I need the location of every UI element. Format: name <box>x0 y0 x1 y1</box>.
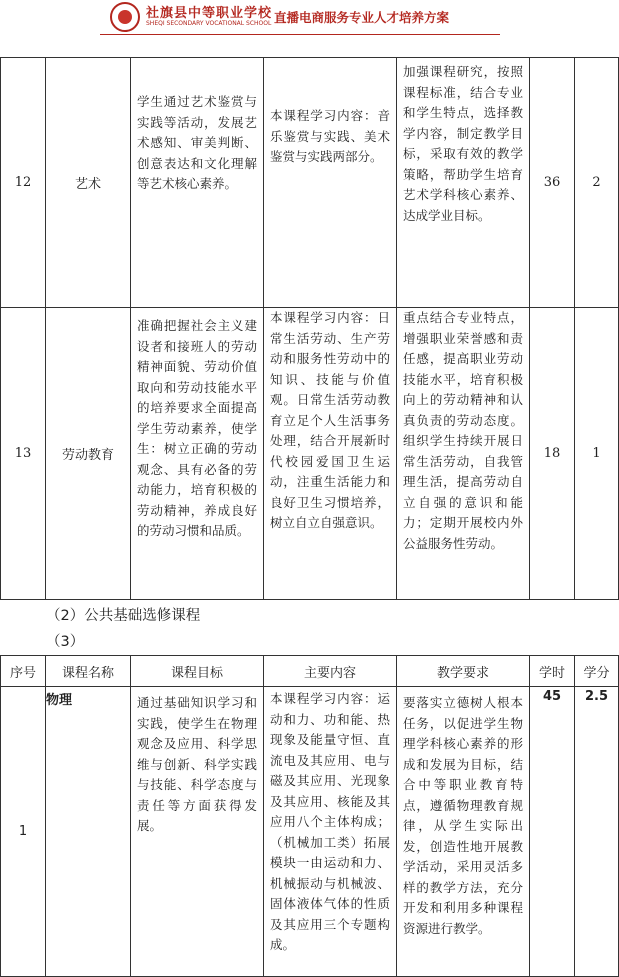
course-content: 本课程学习内容：日常生活劳动、生产劳动和服务性劳动中的知识、技能与价值观。日常生活劳动教育立足个人生活事务处理，结合开展新时代校园爱国卫生运动，注重生活能力和良好卫生习惯培养，树立自立自强意识。 <box>270 310 390 530</box>
document-title: 直播电商服务专业人才培养方案 <box>274 10 450 25</box>
general-required-courses-table <box>0 57 619 600</box>
header-hours: 学时 <box>530 656 575 687</box>
page-header <box>100 0 500 36</box>
course-name: 物理 <box>46 687 131 977</box>
course-content: 本课程学习内容：音乐鉴赏与实践、美术鉴赏与实践两部分。 <box>270 108 390 164</box>
course-content: 本课程学习内容：运动和力、功和能、热现象及能量守恒、直流电及其应用、电与磁及其应用、光现象及其应用、核能及其应用八个主体构成；（机械加工类）拓展模块一由运动和力、机械振动与机械波、固体液体气体的性质及其应用三个专题构成。 <box>270 691 390 952</box>
table-row <box>1 58 619 308</box>
course-credits: 2 <box>575 58 619 308</box>
header-credits: 学分 <box>575 656 619 687</box>
school-logo-icon <box>110 2 140 32</box>
header-course-name: 课程名称 <box>46 656 131 687</box>
course-credits: 1 <box>575 308 619 600</box>
course-credits: 2.5 <box>575 687 619 977</box>
course-name: 劳动教育 <box>46 308 131 600</box>
teaching-requirement: 重点结合专业特点，增强职业荣誉感和责任感，提高职业劳动技能水平，培育积极向上的劳动精神和认真负责的劳动态度。组织学生持续开展日常生活劳动，自我管理生活，提高劳动自立自强的意识和能力；定期开展校内外公益服务性劳动。 <box>403 310 523 551</box>
table-row <box>1 308 619 600</box>
course-goal: 通过基础知识学习和实践，使学生在物理观念及应用、科学思维与创新、科学实践与技能、科学态度与责任等方面获得发展。 <box>137 695 257 833</box>
table-header-row <box>1 656 619 687</box>
header-number: 序号 <box>1 656 46 687</box>
course-goal: 准确把握社会主义建设者和接班人的劳动精神面貌、劳动价值取向和劳动技能水平的培养要求全面提高学生劳动素养，使学生：树立正确的劳动观念、具有必备的劳动能力，培育积极的劳动精神，养成良好的劳动习惯和品质。 <box>137 318 257 538</box>
course-name: 艺术 <box>46 58 131 308</box>
header-main-content: 主要内容 <box>264 656 397 687</box>
header-course-goal: 课程目标 <box>131 656 264 687</box>
school-english-name: SHEQI SECONDARY VOCATIONAL SCHOOL <box>146 20 272 27</box>
course-hours: 18 <box>530 308 575 600</box>
course-goal: 学生通过艺术鉴赏与实践等活动，发展艺术感知、审美判断、创意表达和文化理解等艺术核心素养。 <box>137 94 257 191</box>
course-hours: 45 <box>530 687 575 977</box>
row-number: 13 <box>1 308 46 600</box>
school-name: 社旗县中等职业学校 <box>146 6 273 21</box>
general-elective-courses-table <box>0 655 619 977</box>
course-hours: 36 <box>530 58 575 308</box>
table-row <box>1 687 619 977</box>
header-teaching-requirement: 教学要求 <box>397 656 530 687</box>
section-heading: （2）公共基础选修课程 <box>46 608 201 624</box>
sub-heading: （3） <box>46 634 85 650</box>
header-divider <box>100 34 500 35</box>
teaching-requirement: 要落实立德树人根本任务，以促进学生物理学科核心素养的形成和发展为目标，结合中等职业教育特点，遵循物理教育规律，从学生实际出发，创造性地开展教学活动，采用灵活多样的教学方法，充分开发和利用多种课程资源进行教学。 <box>403 695 523 936</box>
row-number: 12 <box>1 58 46 308</box>
teaching-requirement: 加强课程研究，按照课程标准，结合专业和学生特点，选择教学内容，制定教学目标，采取有效的教学策略，帮助学生培育艺术学科核心素养、达成学业目标。 <box>403 64 523 223</box>
row-number: 1 <box>1 687 46 977</box>
